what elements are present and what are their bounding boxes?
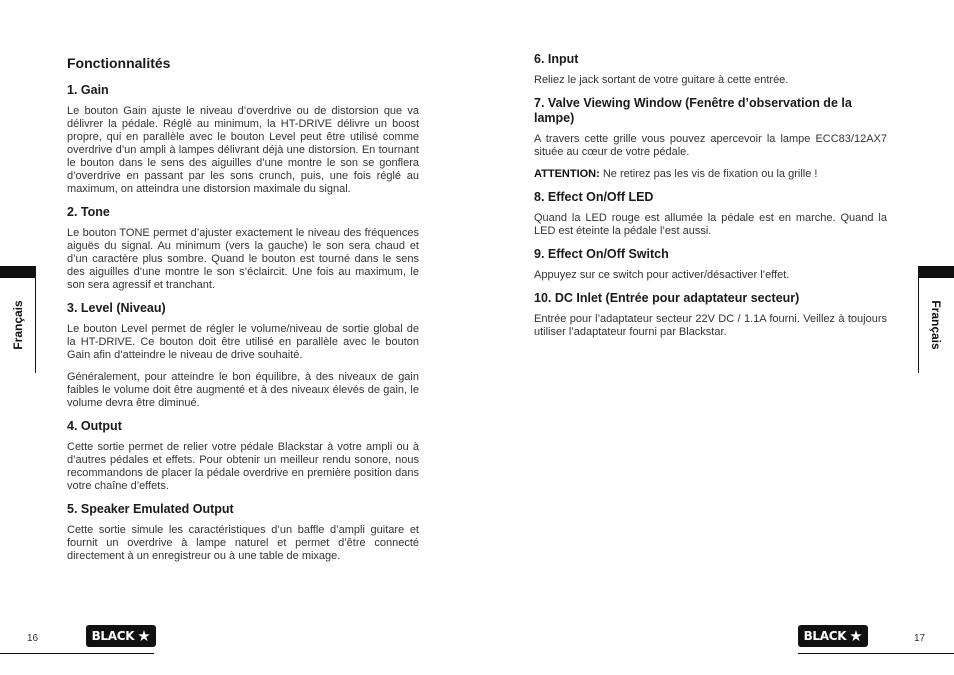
logo-text-right: BLACK: [803, 629, 847, 643]
section-text-level-2: Généralement, pour atteindre le bon équilibre, à des niveaux de gain faibles le volume doit être augmenté et à des niveaux élevés de gain, le volume devra être diminué.: [67, 371, 419, 409]
attention-label: ATTENTION:: [534, 168, 600, 180]
section-title-dc-inlet: 10. DC Inlet (Entrée pour adaptateur secteur): [534, 291, 800, 305]
blackstar-logo-left: [86, 625, 156, 647]
page-heading: Fonctionnalités: [67, 55, 171, 71]
right-column: [534, 52, 887, 348]
side-tab-label-right: Français: [929, 300, 943, 350]
section-text-valve-window: A travers cette grille vous pouvez apercevoir la lampe ECC83/12AX7 située au cœur de votre pédale.: [534, 133, 887, 158]
section-title-switch: 9. Effect On/Off Switch: [534, 247, 669, 261]
blackstar-logo-right: [798, 625, 868, 647]
attention-note: [534, 168, 887, 181]
side-tab-line-right: [918, 278, 919, 373]
section-text-tone: Le bouton TONE permet d’ajuster exactement le niveau des fréquences aiguës du signal. Au minimum (vers la gauche) le son sera chaud et d’un caractère plus sombre. Quand le bouton est tourné dans le sens des aiguilles d’une montre le son s’éclaircit. Une fois au maximum, le son sera agressif et tranchant.: [67, 227, 419, 291]
attention-text: Ne retirez pas les vis de fixation ou la grille !: [599, 168, 818, 180]
section-title-speaker-output: 5. Speaker Emulated Output: [67, 502, 234, 516]
section-text-output: Cette sortie permet de relier votre pédale Blackstar à votre ampli ou à d’autres pédales et effets. Pour obtenir un meilleur rendu sonore, nous recommandons de placer la pédale overdrive en première position dans votre chaîne d’effets.: [67, 441, 419, 492]
section-title-valve-window: 7. Valve Viewing Window (Fenêtre d’observation de la lampe): [534, 96, 852, 125]
section-text-dc-inlet: Entrée pour l’adaptateur secteur 22V DC / 1.1A fourni. Veillez à toujours utiliser l’adaptateur fourni par Blackstar.: [534, 313, 887, 338]
logo-text-left: BLACK: [91, 629, 135, 643]
page-number-right: 17: [914, 633, 926, 644]
section-title-level: 3. Level (Niveau): [67, 301, 166, 315]
section-text-switch: Appuyez sur ce switch pour activer/désactiver l’effet.: [534, 269, 790, 281]
section-title-input: 6. Input: [534, 52, 579, 66]
side-tab-right: [918, 266, 954, 278]
section-title-gain: 1. Gain: [67, 83, 109, 97]
section-title-tone: 2. Tone: [67, 205, 110, 219]
footer-rule-right: [798, 653, 954, 654]
page-number-left: 16: [27, 633, 39, 644]
left-column: [67, 52, 419, 572]
section-text-speaker-output: Cette sortie simule les caractéristiques d’un baffle d’ampli guitare et fournit un overdrive à lampe naturel et permet d’être connecté directement à un enregistreur ou à une table de mixage.: [67, 524, 419, 562]
section-text-gain: Le bouton Gain ajuste le niveau d’overdrive ou de distorsion que va délivrer la pédale. Réglé au minimum, la HT-DRIVE délivre un boost propre, qui en parallèle avec le bouton Level peut être utilisé comme overdrive d’un ampli à lampes délivrant déjà une distorsion. En tournant le bouton dans le sens des aiguilles d’une montre le son se gonflera d’overdrive en passant par les sons crunch, puis, une fois réglé au maximum, on atteindra une distorsion maximale du signal.: [67, 105, 419, 195]
side-tab-line-left: [35, 278, 36, 373]
side-tab-label-left: Français: [11, 300, 25, 350]
side-tab-left: [0, 266, 36, 278]
section-text-level-1: Le bouton Level permet de régler le volume/niveau de sortie global de la HT-DRIVE. Ce bouton doit être utilisé en parallèle avec le bouton Gain afin d’atteindre le niveau de drive souhaité.: [67, 323, 419, 361]
section-title-output: 4. Output: [67, 419, 122, 433]
footer-rule-left: [0, 653, 154, 654]
section-title-led: 8. Effect On/Off LED: [534, 190, 654, 204]
star-icon: ★: [849, 626, 863, 645]
star-icon: ★: [137, 626, 151, 645]
section-text-led: Quand la LED rouge est allumée la pédale est en marche. Quand la LED est éteinte la pédale l’est aussi.: [534, 212, 887, 237]
section-text-input: Reliez le jack sortant de votre guitare à cette entrée.: [534, 74, 789, 86]
